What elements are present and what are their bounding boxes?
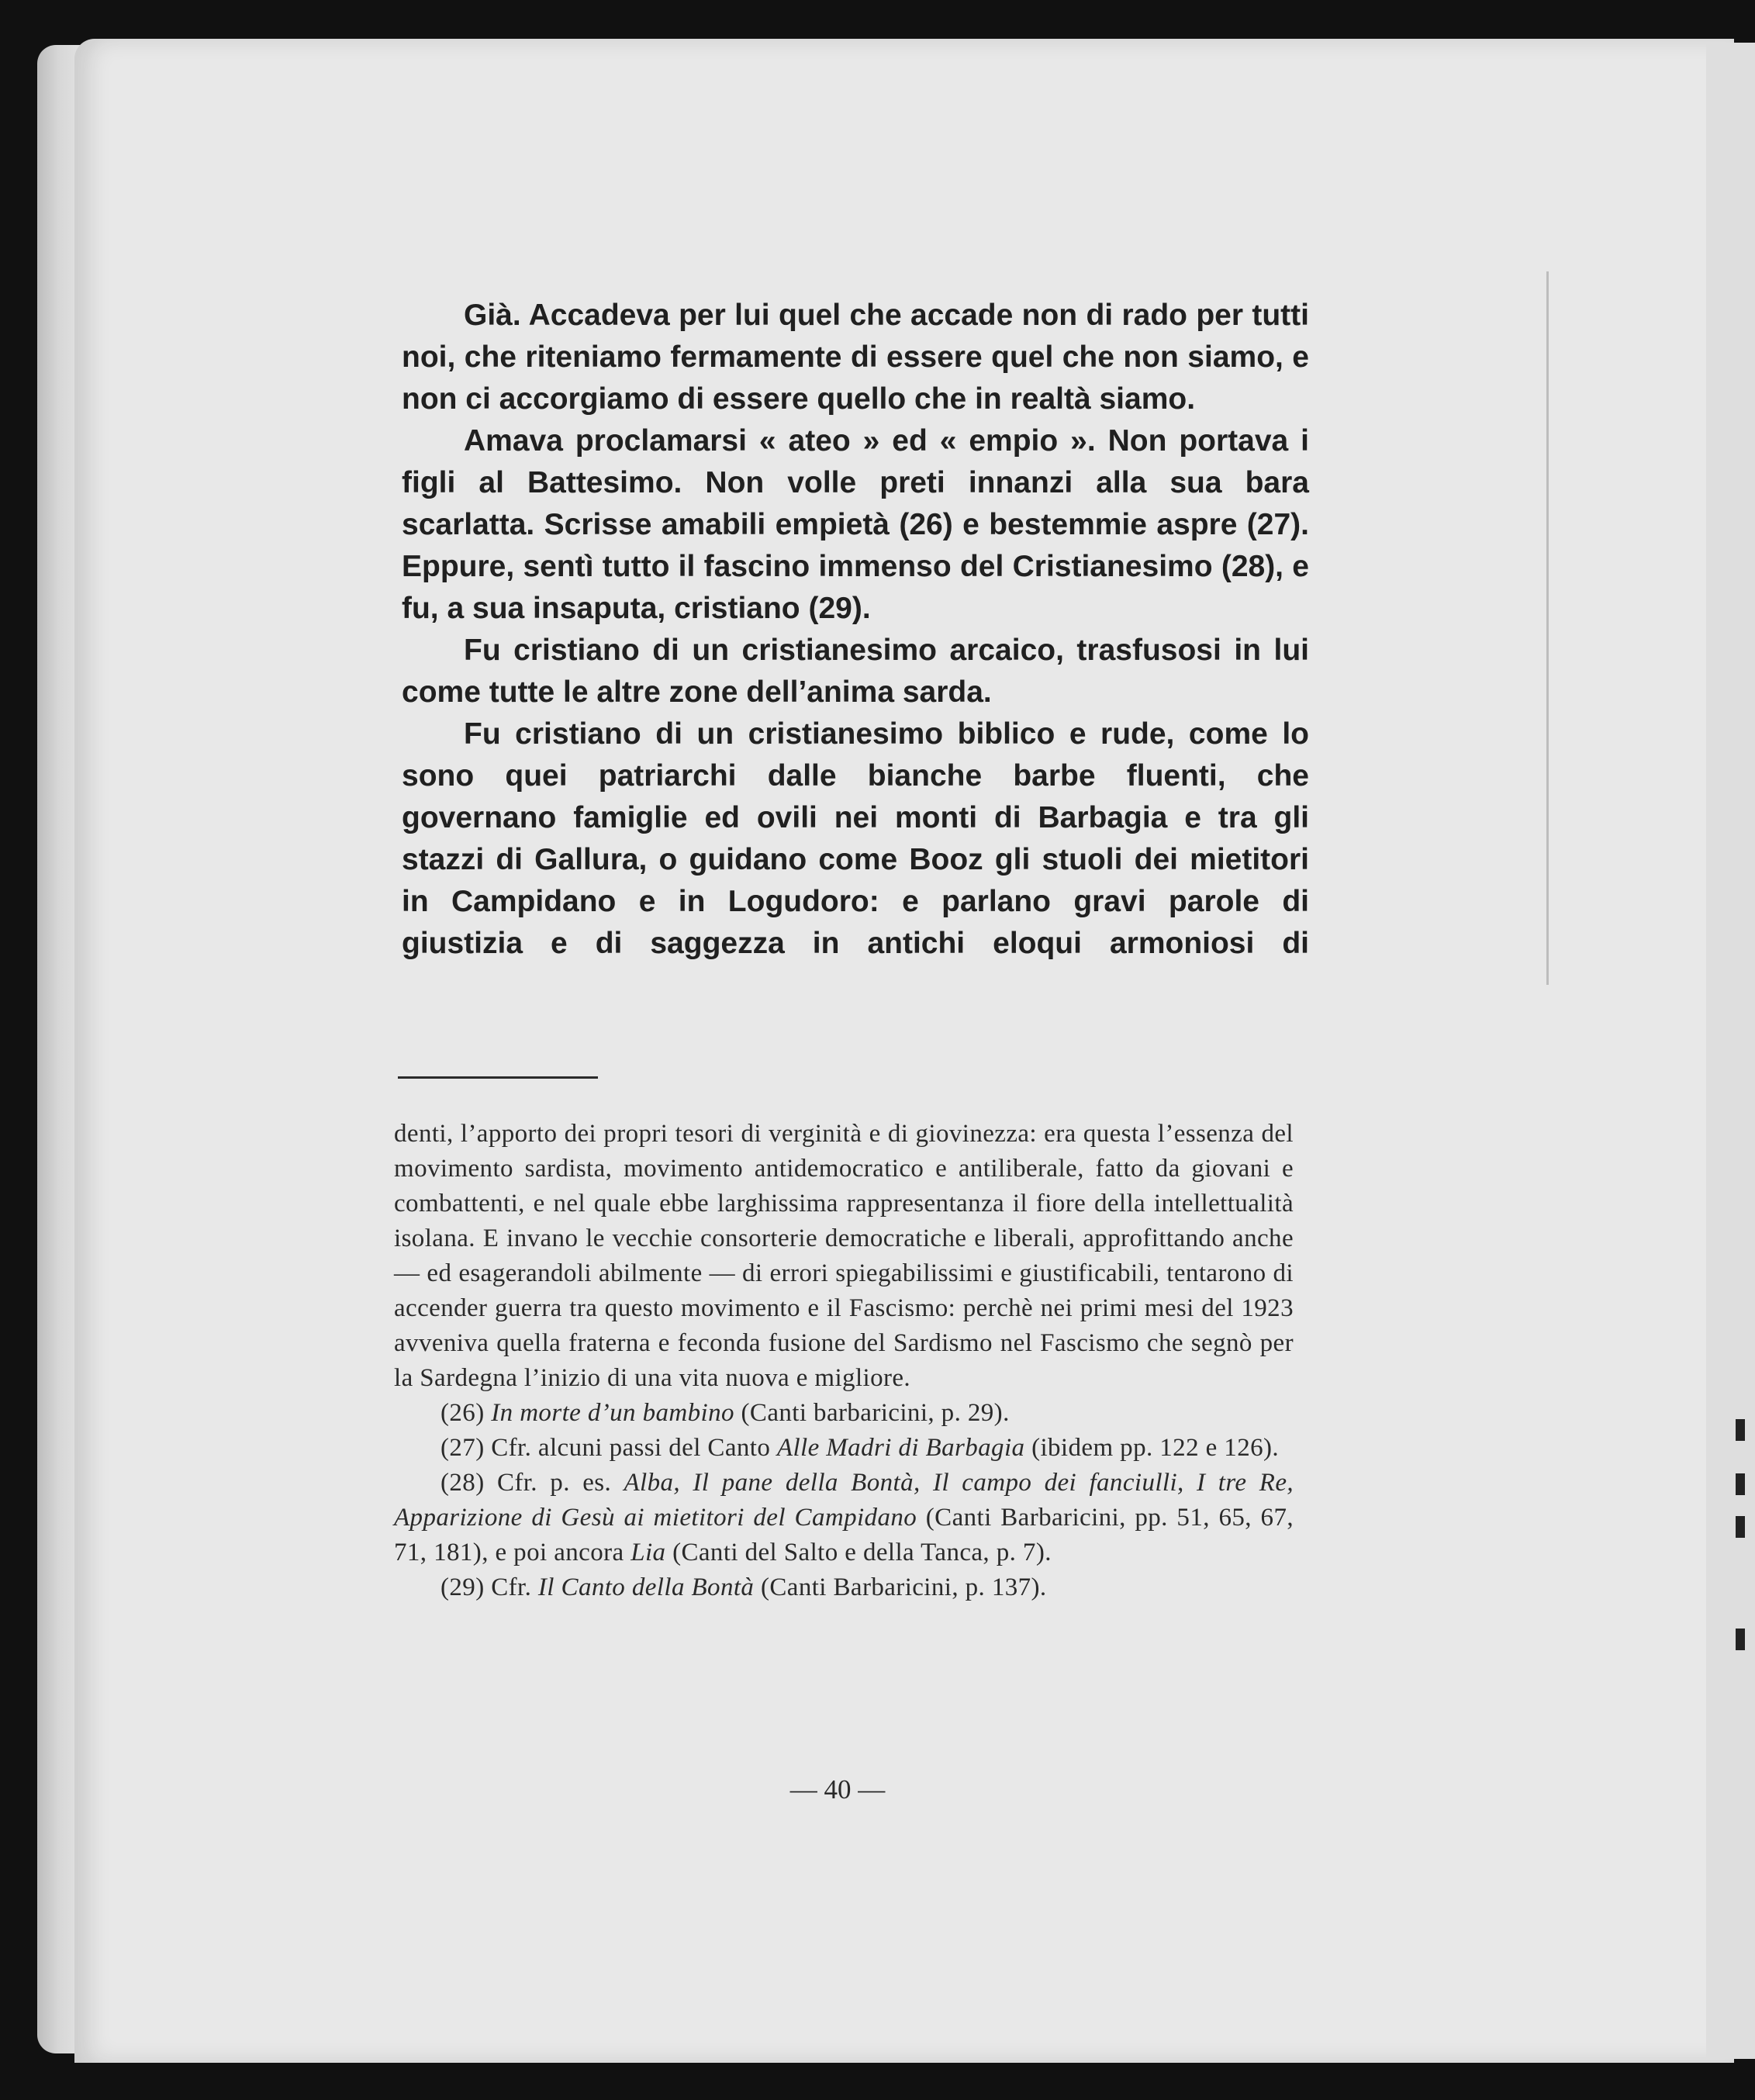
page-crease (1546, 271, 1549, 985)
footnote-text: (Canti Barbaricini, p. 137). (754, 1573, 1047, 1601)
footnote-text: (ibidem pp. 122 e 126). (1024, 1434, 1280, 1462)
footnote-27 (394, 1431, 1294, 1466)
footnote-number: (29) (440, 1573, 485, 1601)
footnote-text: Cfr. (484, 1573, 538, 1601)
footnote-26 (394, 1396, 1294, 1431)
facing-page-text-fragment (1736, 1473, 1745, 1495)
footnote-number: (26) (440, 1399, 485, 1427)
footnote-text: (Canti Barbaricini, pp. 51, 65, 67, 71, 181), e poi ancora (394, 1504, 1294, 1566)
footnote-text: Cfr. p. es. (484, 1469, 624, 1497)
footnote-title: Lia (630, 1539, 666, 1566)
paragraph: Amava proclamarsi « ateo » ed « empio ». Non portava i figli al Battesimo. Non volle preti innanzi alla sua bara scarlatta. Scrisse amabili empietà (26) e bestemmie aspre (27). Eppure, sentì tutto il fascino immenso del Cristianesimo (28), e fu, a sua insaputa, cristiano (29). (402, 424, 1309, 625)
paragraph: Già. Accadeva per lui quel che accade non di rado per tutti noi, che riteniamo fermamente di essere quel che non siamo, e non ci accorgiamo di essere quello che in realtà siamo. (402, 299, 1309, 416)
facing-page-text-fragment (1736, 1419, 1745, 1441)
paragraph: Fu cristiano di un cristianesimo arcaico, trasfusosi in lui come tutte le altre zone dell’anima sarda. (402, 634, 1309, 709)
footnote-title: Il Canto della Bontà (537, 1573, 755, 1601)
footnote-number: (27) (440, 1434, 485, 1462)
page-number: — 40 — (789, 1774, 886, 1805)
footnote-text: (Canti del Salto e della Tanca, p. 7). (665, 1539, 1052, 1566)
footnote-text: Cfr. alcuni passi del Canto (484, 1434, 777, 1462)
main-text-block (402, 295, 1309, 965)
footnote-continuation: denti, l’apporto dei propri tesori di verginità e di giovinezza: era questa l’essenza del movimento sardista, movimento antidemocratico e antiliberale, fatto da giovani e combattenti, e nel quale ebbe larghissima rappresentanza il fiore della intellettualità isolana. E invano le vecchie consorterie democratiche e liberali, approfittando anche — ed esagerandoli abilmente — di errori spiegabilissimi e giustificabili, tentarono di accender guerra tra questo movimento e il Fascismo: perchè nei primi mesi del 1923 avveniva quella fraterna e feconda fusione del Sardismo nel Fascismo che segnò per la Sardegna l’inizio di una vita nuova e migliore. (394, 1120, 1294, 1392)
footnote-titles: Alba, Il pane della Bontà, Il campo dei fanciulli, I tre Re, Apparizione di Gesù ai mietitori del Campidano (394, 1469, 1294, 1532)
facing-page-text-fragment (1736, 1516, 1745, 1538)
footnote-28 (394, 1466, 1294, 1570)
paragraph: Fu cristiano di un cristianesimo biblico e rude, come lo sono quei patriarchi dalle bianche barbe fluenti, che governano famiglie ed ovili nei monti di Barbagia e tra gli stazzi di Gallura, o guidano come Booz gli stuoli dei mietitori in Campidano e in Logudoro: e parlano gravi parole di giustizia e di saggezza in antichi eloqui armoniosi di (402, 717, 1309, 960)
footnote-title: Alle Madri di Barbagia (776, 1434, 1025, 1462)
facing-page-text-fragment (1736, 1629, 1745, 1650)
facing-page-edge (1706, 43, 1755, 2059)
footnotes-block (394, 1117, 1294, 1605)
footnote-text: (Canti barbaricini, p. 29). (734, 1399, 1010, 1427)
footnote-29 (394, 1570, 1294, 1605)
footnote-separator (398, 1076, 598, 1079)
footnote-number: (28) (440, 1469, 485, 1497)
footnote-title: In morte d’un bambino (491, 1399, 734, 1427)
